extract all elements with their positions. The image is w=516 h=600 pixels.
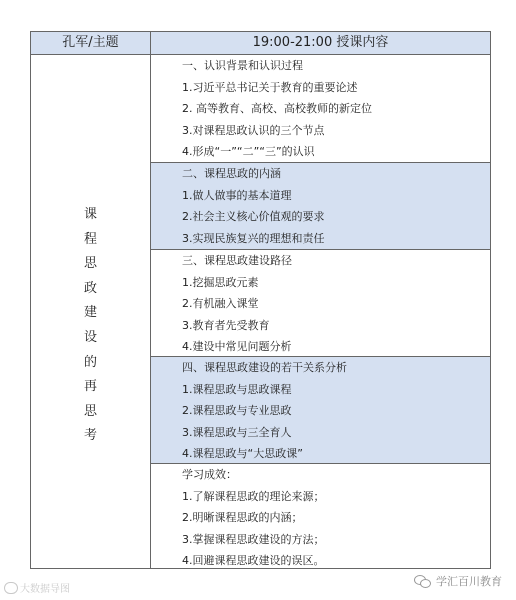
section-item: 3.课程思政与三全育人	[182, 425, 292, 439]
section-title: 学习成效：	[182, 468, 237, 481]
section-item: 1.挖掘思政元素	[182, 275, 259, 289]
section-item: 4.回避课程思政建设的误区。	[182, 554, 325, 567]
wechat-icon	[414, 575, 430, 588]
section-item: 1.做人做事的基本道理	[182, 188, 292, 202]
section-title: 二、课程思政的内涵	[182, 167, 281, 180]
section-item: 2.明晰课程思政的内涵；	[182, 511, 303, 524]
topic-char: 课	[83, 207, 97, 222]
topic-char: 考	[83, 428, 97, 444]
section-item: 2.社会主义核心价值观的要求	[182, 210, 325, 223]
section-item: 3.实现民族复兴的理想和责任	[182, 231, 325, 245]
topic-char: 思	[83, 403, 97, 419]
section-item: 2.有机融入课堂	[182, 297, 259, 310]
header-instructor-topic: 孔军/主题	[31, 32, 151, 54]
header-time-content: 19:00-21:00 授课内容	[252, 35, 389, 50]
section-item: 3.教育者先受教育	[182, 318, 270, 332]
section-item: 1.习近平总书记关于教育的重要论述	[182, 80, 358, 94]
topic-char: 的	[83, 354, 97, 370]
section-item: 3.对课程思政认识的三个节点	[182, 123, 325, 137]
account-name: 学汇百川教育	[436, 575, 502, 588]
section-relations	[151, 356, 490, 463]
section-outcomes	[151, 463, 490, 568]
section-item: 3.掌握课程思政建设的方法；	[182, 532, 325, 546]
topic-char: 思	[83, 256, 97, 272]
watermark-text: 大数据导图	[20, 584, 70, 595]
section-title: 四、课程思政建设的若干关系分析	[182, 361, 347, 374]
section-title: 一、认识背景和认识过程	[182, 59, 303, 72]
section-item: 2.课程思政与专业思政	[182, 404, 292, 417]
course-table	[30, 31, 491, 569]
section-item: 4.建设中常见问题分析	[182, 340, 292, 353]
topic-char: 程	[83, 231, 97, 247]
topic-title	[31, 203, 150, 449]
section-item: 2. 高等教育、高校、高校教师的新定位	[182, 102, 372, 115]
topic-char: 设	[83, 329, 97, 345]
section-item: 1.了解课程思政的理论来源；	[182, 489, 325, 503]
table-header	[31, 32, 490, 55]
section-item: 4.课程思政与“大思政课”	[182, 447, 303, 460]
topic-char: 再	[83, 379, 97, 395]
section-path	[151, 249, 490, 356]
section-background	[151, 55, 490, 162]
topic-char: 政	[83, 280, 97, 296]
watermark-left	[4, 580, 70, 595]
topic-char: 建	[83, 305, 97, 321]
weibo-icon	[4, 582, 18, 594]
section-item: 4.形成“一”“二”“三”的认识	[182, 145, 315, 158]
topic-column	[31, 55, 151, 568]
section-connotation	[151, 162, 490, 249]
account-watermark	[414, 573, 502, 589]
section-title: 三、课程思政建设路径	[182, 254, 292, 267]
section-item: 1.课程思政与思政课程	[182, 382, 292, 396]
